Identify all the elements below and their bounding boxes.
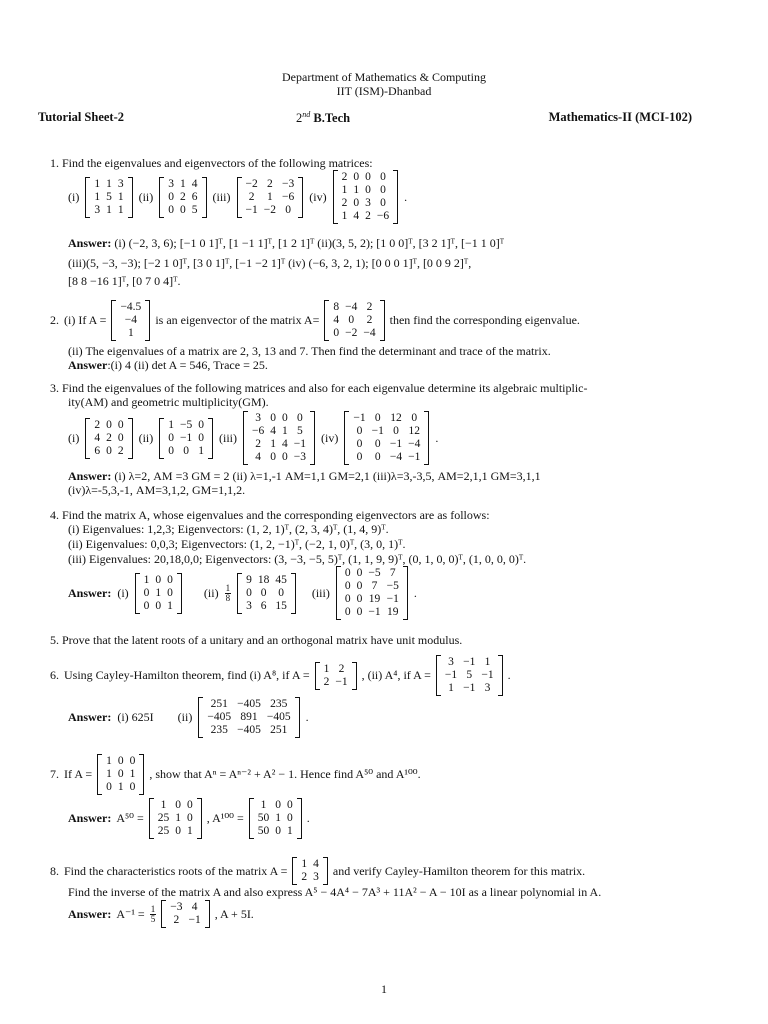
matrix-cell: 1	[94, 177, 101, 190]
matrix-cell: 0	[155, 599, 162, 612]
answer-4: Answer: (i) 1 0 0 0 1 0 0 0 1 (ii) 1 8 9 18 45 0 0 0 3 6 15 (iii) 0 0 −5 7 0 0 7 −5 0 0 19 −1 0 0 −1 19 .	[68, 567, 417, 618]
matrix-cell: 0	[175, 799, 182, 811]
fraction: 1 8	[225, 582, 231, 603]
matrix-cell: 0	[344, 567, 351, 579]
matrix-cell: −4	[363, 327, 376, 339]
matrix-cell: 3	[255, 412, 261, 424]
matrix-cell: 0	[380, 171, 386, 183]
eigenvector-matrix	[111, 300, 150, 341]
matrix-cell: 0	[129, 755, 136, 767]
matrix-cell: 1	[175, 812, 182, 824]
matrix-cell: 0	[353, 171, 360, 183]
matrix	[85, 418, 132, 459]
matrix-cell: 3	[448, 656, 454, 668]
matrix	[237, 177, 304, 218]
matrix-cell: −1	[389, 438, 403, 450]
matrix-cell: 2	[366, 314, 373, 326]
matrix-cell: 251	[210, 698, 228, 710]
matrix-cell: 0	[344, 593, 351, 605]
matrix-cell: 15	[275, 599, 287, 612]
answer-2: Answer:(i) 4 (ii) det A = 546, Trace = 25.	[68, 358, 268, 372]
matrix-cell: −1	[463, 682, 476, 694]
matrix-cell: 1	[180, 177, 186, 190]
matrix-cell: 5	[191, 203, 198, 216]
matrix-cell: 4	[333, 314, 340, 326]
matrix-cell: 0	[168, 431, 174, 444]
matrix-cell: −4	[124, 314, 137, 326]
question-1-matrices: (i) 1 1 3 1 5 1 3 1 1 (ii) 3 1 4 0 2 6 0 0 5 (iii) −2 2 −3 2 1 −6 −1 −2 0 (iv) 2 0 0 0 1 1 0 0 2 0 3 0 1 4 2 −6 .	[68, 171, 408, 222]
matrix-cell: 12	[390, 412, 402, 424]
matrix-cell: 4	[282, 438, 288, 450]
matrix-cell: 0	[380, 184, 386, 196]
question-7: 7. If A = 1 0 0 1 0 1 0 1 0 , show that Aⁿ = Aⁿ⁻² + A² − 1. Hence find A⁵⁰ and A¹⁰⁰.	[50, 755, 421, 793]
question-6: 6. Using Cayley-Hamilton theorem, find (i) A⁸, if A = 1 2 2 −1 , (ii) A⁴, if A = 3 −1 1 −1 5 −1 1 −1 3 .	[50, 656, 511, 694]
matrix-cell: 3	[484, 682, 491, 694]
matrix-cell: 6	[260, 599, 267, 612]
sheet-title: Tutorial Sheet-2	[38, 110, 124, 124]
matrix-cell: 0	[167, 586, 173, 599]
matrix-cell: −405	[237, 698, 261, 710]
matrix-cell: 0	[187, 799, 193, 811]
matrix-cell: 1	[198, 444, 204, 457]
matrix-cell: −6	[252, 425, 265, 437]
matrix-cell: 235	[210, 724, 228, 736]
matrix-cell: 0	[282, 451, 288, 463]
matrix-cell: −1	[371, 425, 384, 437]
matrix-cell: 4	[270, 425, 276, 437]
matrix-cell: 0	[344, 606, 351, 618]
matrix-cell: −1	[245, 203, 258, 216]
matrix-cell: 2	[341, 197, 348, 209]
matrix	[198, 697, 299, 738]
matrix-cell: 2	[267, 177, 273, 190]
matrix-cell: 0	[175, 825, 182, 837]
matrix-cell: 0	[270, 451, 276, 463]
matrix-cell: −2	[245, 177, 258, 190]
matrix-cell: −1	[180, 431, 193, 444]
matrix-cell: −5	[368, 567, 381, 579]
matrix-cell: −1	[408, 451, 421, 463]
matrix-cell: −1	[463, 656, 476, 668]
matrix-cell: 1	[117, 781, 124, 793]
matrix-cell: 1	[323, 662, 330, 675]
matrix-cell: 0	[198, 431, 204, 444]
matrix-cell: 1	[106, 203, 112, 216]
matrix	[324, 300, 384, 341]
matrix-cell: 7	[389, 567, 396, 579]
matrix-cell: 1	[267, 190, 273, 203]
matrix-cell: 0	[198, 418, 204, 431]
matrix-cell: −3	[170, 901, 183, 913]
matrix	[333, 170, 399, 224]
matrix	[292, 857, 328, 885]
matrix-cell: 1	[275, 812, 282, 824]
matrix-cell: 3	[246, 599, 252, 612]
matrix-cell: 235	[270, 698, 288, 710]
matrix-cell: 3	[365, 197, 371, 209]
matrix-cell: 1	[117, 190, 124, 203]
matrix-cell: 50	[257, 825, 270, 837]
matrix-cell: −2	[345, 327, 358, 339]
matrix-cell: 0	[374, 412, 381, 424]
matrix-cell: −405	[237, 724, 261, 736]
matrix-cell: 0	[348, 314, 355, 326]
matrix-cell: 0	[260, 586, 267, 599]
answer-1-line-1: Answer: (i) (−2, 3, 6); [−1 0 1]ᵀ, [1 −1 1]ᵀ, [1 2 1]ᵀ (ii)(3, 5, 2); [1 0 0]ᵀ, [3 2 1]ᵀ, [−1 1 0]ᵀ	[68, 236, 505, 250]
matrix	[315, 662, 357, 690]
matrix-cell: 7	[371, 580, 378, 592]
matrix-cell: 2	[338, 662, 345, 675]
matrix-cell: 1	[353, 184, 360, 196]
matrix-cell: 1	[128, 327, 134, 339]
matrix-cell: 0	[356, 451, 363, 463]
matrix-cell: 2	[180, 190, 186, 203]
question-2: 2. (i) If A = −4.5 −4 1 is an eigenvector of the matrix A= 8 −4 2 4 0 2 0 −2 −4 then find the corresponding eigenvalue.	[50, 301, 580, 339]
matrix-cell: 0	[393, 425, 399, 437]
matrix-cell: 0	[106, 781, 112, 793]
matrix-cell: 4	[191, 177, 198, 190]
question-3-matrices: (i) 2 0 0 4 2 0 6 0 2 (ii) 1 −5 0 0 −1 0 0 0 1 (iii) 3 0 0 0 −6 4 1 5 2 1 4 −1 4 0 0 −3 (iv) −1 0 12 0 0 −1 0 12 0 0 −1 −4 0 0 −4 −1 .	[68, 412, 439, 463]
answer-3-line-2: (iv)λ=-5,3,-1, AM=3,1,2, GM=1,1,2.	[68, 483, 246, 497]
matrix-cell: −405	[207, 711, 232, 723]
matrix-cell: 1	[484, 656, 491, 668]
matrix-cell: 0	[287, 799, 293, 811]
matrix-cell: 4	[255, 451, 261, 463]
matrix-cell: 0	[187, 812, 193, 824]
matrix-cell: 2	[117, 444, 124, 457]
matrix-cell: 1	[282, 425, 288, 437]
course-name: Mathematics-II (MCI-102)	[548, 110, 692, 124]
matrix-cell: 2	[341, 171, 348, 183]
matrix	[243, 411, 315, 465]
matrix-cell: −405	[266, 711, 291, 723]
matrix	[159, 177, 206, 218]
question-4-part-2: (ii) Eigenvalues: 0,0,3; Eigenvectors: (1, 2, −1)ᵀ, (−2, 1, 0)ᵀ, (3, 0, 1)ᵀ.	[68, 537, 406, 551]
matrix-cell: 3	[94, 203, 101, 216]
matrix-cell: 18	[257, 573, 270, 586]
matrix-cell: 0	[129, 781, 136, 793]
matrix-cell: 0	[275, 799, 282, 811]
matrix-cell: 251	[270, 724, 288, 736]
matrix-cell: 3	[117, 177, 124, 190]
matrix-cell: −4	[389, 451, 403, 463]
matrix-cell: 0	[168, 203, 174, 216]
answer-7: Answer: A⁵⁰ = 1 0 0 25 1 0 25 0 1 , A¹⁰⁰ = 1 0 0 50 1 0 50 0 1 .	[68, 799, 310, 837]
matrix-cell: 2	[106, 431, 112, 444]
matrix	[149, 798, 202, 839]
matrix-cell: −4.5	[120, 301, 142, 313]
matrix-cell: 1	[106, 177, 112, 190]
matrix-cell: 0	[246, 586, 252, 599]
matrix-cell: 5	[106, 190, 112, 203]
matrix-cell: 0	[167, 573, 173, 586]
matrix-cell: 0	[117, 418, 124, 431]
matrix-cell: 0	[183, 444, 189, 457]
matrix-cell: −1	[386, 593, 399, 605]
question-5: 5. Prove that the latent roots of a unitary and an orthogonal matrix have unit modulus.	[50, 633, 463, 647]
matrix-cell: 1	[270, 438, 276, 450]
matrix-cell: 0	[278, 586, 284, 599]
matrix-cell: 25	[157, 825, 170, 837]
question-1: 1. Find the eigenvalues and eigenvectors of the following matrices:	[50, 156, 373, 170]
matrix	[161, 900, 210, 928]
matrix-cell: 1	[167, 599, 173, 612]
question-3: 3. Find the eigenvalues of the following matrices and also for each eigenvalue determine its algebraic multiplic-	[50, 381, 588, 395]
matrix-cell: 0	[106, 418, 112, 431]
matrix-cell: −5	[180, 418, 193, 431]
matrix-cell: 0	[297, 412, 303, 424]
matrix-cell: 2	[94, 418, 101, 431]
matrix-cell: 50	[257, 812, 270, 824]
matrix-cell: 25	[157, 812, 170, 824]
matrix-cell: 2	[248, 190, 255, 203]
matrix-cell: 1	[160, 799, 167, 811]
matrix-cell: 1	[129, 768, 136, 780]
matrix-cell: 1	[106, 755, 112, 767]
matrix-cell: −1	[368, 606, 381, 618]
matrix-cell: 5	[297, 425, 303, 437]
matrix-cell: 2	[366, 301, 373, 313]
matrix-cell: 1	[117, 203, 124, 216]
matrix-cell: 1	[155, 586, 162, 599]
matrix-cell: 0	[365, 184, 371, 196]
answer-8: Answer: A⁻¹ = $\frac{1}{5}$ −3 4 2 −1 , A + 5I.	[68, 901, 254, 926]
matrix-cell: 0	[117, 768, 124, 780]
matrix-cell: −2	[263, 203, 276, 216]
matrix	[85, 177, 132, 218]
matrix-cell: 0	[106, 444, 112, 457]
matrix	[135, 573, 182, 614]
matrix-cell: 0	[285, 203, 291, 216]
matrix-cell: 0	[117, 755, 124, 767]
matrix	[159, 418, 213, 459]
matrix-cell: 0	[374, 438, 381, 450]
matrix-cell: 45	[275, 573, 287, 586]
matrix-cell: 4	[94, 431, 101, 444]
matrix-cell: 0	[117, 431, 124, 444]
matrix-cell: 0	[143, 599, 150, 612]
course-level: 2nd B.Tech	[296, 110, 351, 126]
matrix-cell: 0	[356, 567, 363, 579]
matrix-cell: 2	[173, 914, 180, 926]
matrix-cell: 0	[143, 586, 150, 599]
matrix-cell: −4	[408, 438, 421, 450]
question-3-line-2: ity(AM) and geometric multiplicity(GM).	[68, 395, 269, 409]
matrix-cell: −1	[481, 669, 494, 681]
question-4-part-3: (iii) Eigenvalues: 20,18,0,0; Eigenvectors: (3, −3, −5, 5)ᵀ, (1, 1, 9, 9)ᵀ, (0, 1, 0, 0)ᵀ, (1, 0, 0, 0)ᵀ.	[68, 552, 527, 566]
matrix-cell: 8	[333, 301, 340, 313]
question-4-part-1: (i) Eigenvalues: 1,2,3; Eigenvectors: (1, 2, 1)ᵀ, (2, 3, 4)ᵀ, (1, 4, 9)ᵀ.	[68, 522, 389, 536]
matrix-cell: 0	[270, 412, 276, 424]
matrix-cell: 0	[356, 425, 363, 437]
matrix-cell: 6	[94, 444, 101, 457]
matrix-cell: 0	[155, 573, 162, 586]
matrix-cell: 4	[353, 210, 360, 222]
question-8-line-2: Find the inverse of the matrix A and also express A⁵ − 4A⁴ − 7A³ + 11A² − A − 10I as a linear polynomial in A.	[68, 885, 602, 899]
matrix-cell: 1	[341, 210, 348, 222]
matrix-cell: 1	[106, 768, 112, 780]
matrix-cell: −3	[282, 177, 295, 190]
matrix	[344, 411, 429, 465]
matrix-cell: 1	[260, 799, 267, 811]
fraction: $\frac{1}{5}$	[150, 903, 156, 924]
matrix-cell: −1	[444, 669, 458, 681]
matrix-cell: 0	[356, 606, 363, 618]
matrix-cell: 0	[282, 412, 288, 424]
matrix-cell: 2	[255, 438, 261, 450]
matrix-cell: 1	[341, 184, 348, 196]
matrix-cell: 0	[180, 203, 186, 216]
matrix	[237, 573, 296, 614]
matrix	[436, 655, 503, 696]
matrix-cell: −1	[353, 412, 366, 424]
matrix-cell: 0	[168, 444, 174, 457]
matrix-cell: 891	[240, 711, 258, 723]
matrix-cell: 0	[344, 580, 351, 592]
matrix-cell: −3	[293, 451, 306, 463]
matrix	[97, 754, 144, 795]
matrix-cell: 1	[143, 573, 150, 586]
matrix-cell: 0	[333, 327, 340, 339]
matrix-cell: −1	[293, 438, 306, 450]
answer-3-line-1: Answer: (i) λ=2, AM =3 GM = 2 (ii) λ=1,-1 AM=1,1 GM=2,1 (iii)λ=3,-3,5, AM=2,1,1 GM=3,1,1	[68, 469, 541, 483]
matrix-cell: −1	[188, 914, 201, 926]
question-4: 4. Find the matrix A, whose eigenvalues and the corresponding eigenvectors are as follows:	[50, 508, 490, 522]
matrix-cell: 0	[168, 190, 174, 203]
matrix-cell: −1	[335, 675, 348, 688]
matrix-cell: 12	[408, 425, 420, 437]
question-2-part-2: (ii) The eigenvalues of a matrix are 2, 3, 13 and 7. Then find the determinant and trace of the matrix.	[68, 344, 551, 358]
matrix-cell: 6	[191, 190, 198, 203]
answer-1-line-2: (iii)(5, −3, −3); [−2 1 0]ᵀ, [3 0 1]ᵀ, [−1 −2 1]ᵀ (iv) (−6, 3, 2, 1); [0 0 0 1]ᵀ, [0 0 9 2]ᵀ,	[68, 256, 472, 270]
matrix-cell: 1	[187, 825, 193, 837]
matrix-cell: 0	[353, 197, 360, 209]
matrix-cell: 4	[191, 901, 198, 913]
matrix-cell: 0	[356, 593, 363, 605]
matrix-cell: 0	[356, 438, 363, 450]
question-8: 8. Find the characteristics roots of the matrix A = 1 4 2 3 and verify Cayley-Hamilton theorem for this matrix.	[50, 858, 586, 883]
matrix-cell: 2	[323, 675, 330, 688]
matrix-cell: 1	[168, 418, 174, 431]
matrix-cell: 2	[301, 871, 308, 883]
department-name: Department of Mathematics & Computing	[282, 70, 486, 84]
matrix	[249, 798, 302, 839]
matrix	[336, 566, 408, 620]
page-number: 1	[381, 982, 387, 996]
matrix-cell: 5	[466, 669, 473, 681]
matrix-cell: 2	[365, 210, 371, 222]
matrix-cell: 0	[365, 171, 371, 183]
matrix-cell: 0	[380, 197, 386, 209]
matrix-cell: −4	[345, 301, 358, 313]
answer-6: Answer: (i) 625I (ii) 251 −405 235 −405 891 −405 235 −405 251 .	[68, 698, 309, 736]
matrix-cell: 0	[356, 580, 363, 592]
matrix-cell: 0	[287, 812, 293, 824]
matrix-cell: 0	[275, 825, 282, 837]
matrix-cell: −5	[386, 580, 399, 592]
answer-1-line-3: [8 8 −16 1]ᵀ, [0 7 0 4]ᵀ.	[68, 274, 181, 288]
matrix-cell: 19	[386, 606, 399, 618]
matrix-cell: 1	[287, 825, 293, 837]
matrix-cell: 0	[411, 412, 418, 424]
matrix-cell: 1	[94, 190, 101, 203]
institute-name: IIT (ISM)-Dhanbad	[336, 84, 432, 98]
matrix-cell: 4	[313, 858, 319, 870]
matrix-cell: 1	[448, 682, 454, 694]
matrix-cell: 3	[168, 177, 174, 190]
matrix-cell: −6	[376, 210, 390, 222]
matrix-cell: 0	[374, 451, 381, 463]
matrix-cell: 3	[313, 871, 319, 883]
matrix-cell: 9	[246, 573, 252, 586]
matrix-cell: −6	[282, 190, 295, 203]
matrix-cell: 1	[301, 858, 308, 870]
matrix-cell: 19	[368, 593, 381, 605]
